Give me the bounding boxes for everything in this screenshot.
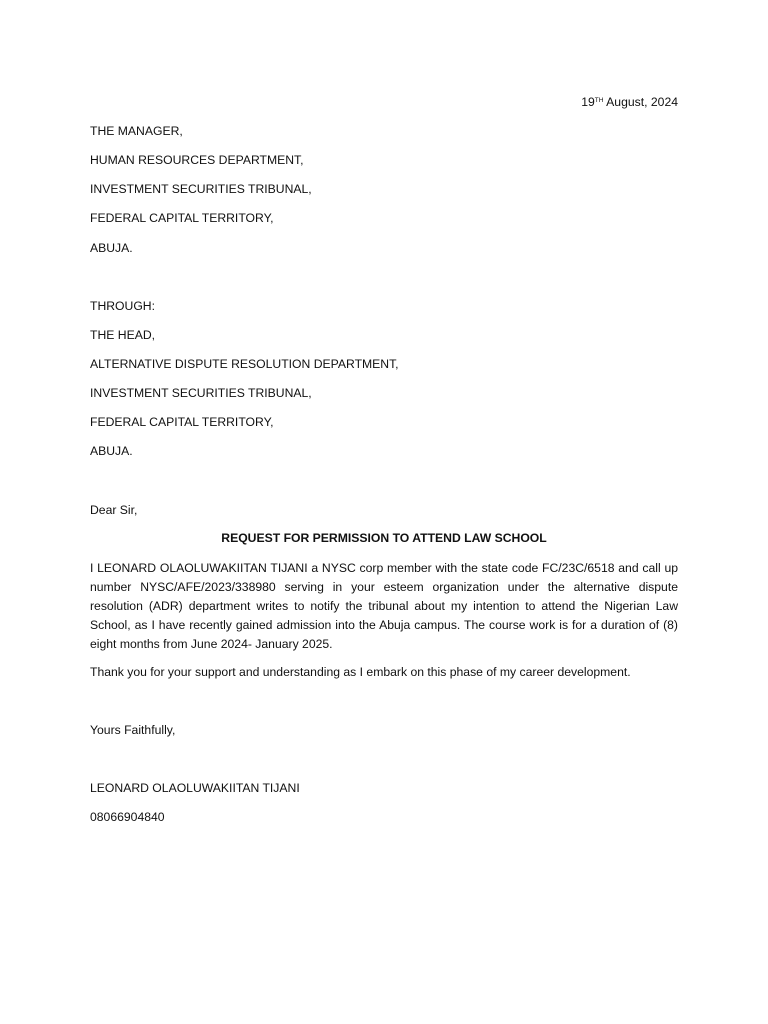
salutation: Dear Sir,	[90, 503, 138, 517]
through-label: THROUGH:	[90, 299, 155, 313]
recipient-line-2: HUMAN RESOURCES DEPARTMENT,	[90, 153, 304, 167]
closing: Yours Faithfully,	[90, 723, 176, 737]
recipient-line-4: FEDERAL CAPITAL TERRITORY,	[90, 211, 274, 225]
signature-phone: 08066904840	[90, 810, 165, 824]
body-paragraph-1: I LEONARD OLAOLUWAKIITAN TIJANI a NYSC corp member with the state code FC/23C/6518 and call up number NYSC/AFE/2023/338980 serving in your esteem organization under the alternative dispute resolution (ADR) department writes to notify the tribunal about my intention to attend the Nigerian Law School, as I have recently gained admission into the Abuja campus. The course work is for a duration of (8) eight months from June 2024- January 2025.	[90, 561, 678, 651]
recipient-line-3: INVESTMENT SECURITIES TRIBUNAL,	[90, 182, 312, 196]
date-rest: August, 2024	[603, 95, 678, 109]
through-line-5: ABUJA.	[90, 444, 133, 458]
recipient-line-1: THE MANAGER,	[90, 124, 183, 138]
letter-subject: REQUEST FOR PERMISSION TO ATTEND LAW SCHOOL	[221, 531, 547, 545]
through-line-4: FEDERAL CAPITAL TERRITORY,	[90, 415, 274, 429]
through-line-2: ALTERNATIVE DISPUTE RESOLUTION DEPARTMENT,	[90, 357, 399, 371]
signature-name: LEONARD OLAOLUWAKIITAN TIJANI	[90, 781, 300, 795]
recipient-line-5: ABUJA.	[90, 241, 133, 255]
date-day: 19	[581, 95, 595, 109]
body-paragraph-2: Thank you for your support and understanding as I embark on this phase of my career development.	[90, 665, 631, 679]
letter-date	[581, 94, 678, 110]
date-suffix: TH	[594, 97, 604, 104]
through-line-1: THE HEAD,	[90, 328, 156, 342]
through-line-3: INVESTMENT SECURITIES TRIBUNAL,	[90, 386, 312, 400]
